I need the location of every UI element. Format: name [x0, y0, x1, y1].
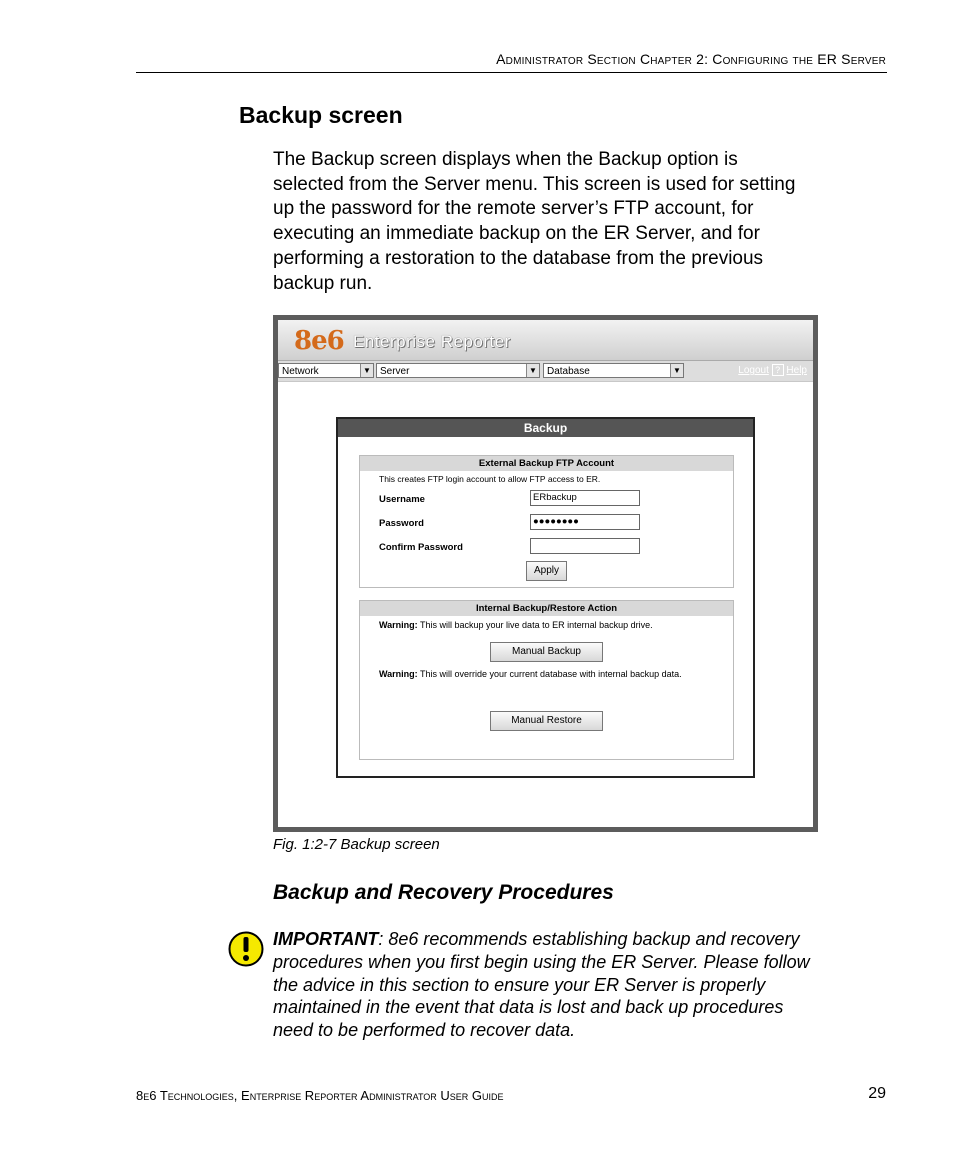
help-link[interactable]: Help	[786, 365, 807, 376]
database-menu[interactable]	[543, 363, 684, 378]
important-note	[273, 928, 821, 1042]
backup-warning	[379, 619, 719, 631]
database-menu-label: Database	[547, 366, 590, 377]
header-rule	[136, 72, 887, 73]
ftp-group-heading: External Backup FTP Account	[360, 456, 733, 471]
chevron-down-icon: ▼	[526, 364, 539, 377]
chevron-down-icon: ▼	[670, 364, 683, 377]
section-title: Backup screen	[239, 102, 403, 128]
help-icon[interactable]: ?	[772, 364, 784, 376]
backup-restore-group	[359, 600, 734, 760]
restore-group-heading: Internal Backup/Restore Action	[360, 601, 733, 616]
menu-bar	[278, 361, 813, 382]
username-input[interactable]: ERbackup	[530, 490, 640, 506]
ftp-account-group	[359, 455, 734, 588]
page-number: 29	[868, 1085, 886, 1102]
backup-screenshot	[273, 315, 818, 832]
password-label: Password	[379, 518, 424, 529]
network-menu-label: Network	[282, 366, 319, 377]
figure-caption: Fig. 1:2-7 Backup screen	[273, 836, 440, 853]
panel-title: Backup	[338, 419, 753, 437]
screenshot-canvas	[278, 320, 813, 827]
backup-warning-label: Warning:	[379, 620, 418, 630]
server-menu-label: Server	[380, 366, 410, 377]
restore-warning-text: This will override your current database with internal backup data.	[420, 669, 682, 679]
restore-warning-label: Warning:	[379, 669, 418, 679]
restore-warning	[379, 668, 719, 680]
important-text: : 8e6 recommends establishing backup and recovery procedures when you first begin using the ER Server. Please follow the advice in this section to ensure your ER Server is properly maintained in the event that data is lost and back up procedures need to be performed to recover data.	[273, 929, 810, 1041]
username-label: Username	[379, 494, 425, 505]
backup-panel	[336, 417, 755, 778]
footer-guide-title: 8e6 Technologies, Enterprise Reporter Administrator User Guide	[136, 1088, 504, 1103]
manual-restore-button[interactable]: Manual Restore	[490, 711, 603, 731]
chevron-down-icon: ▼	[360, 364, 373, 377]
confirm-password-input[interactable]	[530, 538, 640, 554]
top-links	[738, 364, 807, 376]
app-banner	[278, 320, 813, 361]
network-menu[interactable]	[278, 363, 374, 378]
password-input[interactable]: ●●●●●●●●	[530, 514, 640, 530]
manual-backup-button[interactable]: Manual Backup	[490, 642, 603, 662]
section-paragraph: The Backup screen displays when the Backup option is selected from the Server menu. This screen is used for setting up the password for the remote server’s FTP account, for executing an immediate backup on the ER Server, and for performing a restoration to the database from the previous backup run.	[273, 149, 796, 294]
running-header: Administrator Section Chapter 2: Configuring the ER Server	[496, 51, 886, 67]
product-name: Enterprise Reporter	[353, 332, 511, 351]
brand-logo: 8e6	[294, 326, 344, 356]
subsection-title: Backup and Recovery Procedures	[273, 881, 614, 904]
backup-warning-text: This will backup your live data to ER internal backup drive.	[420, 620, 653, 630]
confirm-password-label: Confirm Password	[379, 542, 463, 553]
apply-button[interactable]: Apply	[526, 561, 567, 581]
server-menu[interactable]	[376, 363, 540, 378]
logout-link[interactable]: Logout	[738, 365, 769, 376]
important-label: IMPORTANT	[273, 929, 379, 949]
important-icon	[228, 931, 264, 967]
ftp-note: This creates FTP login account to allow FTP access to ER.	[379, 474, 601, 484]
